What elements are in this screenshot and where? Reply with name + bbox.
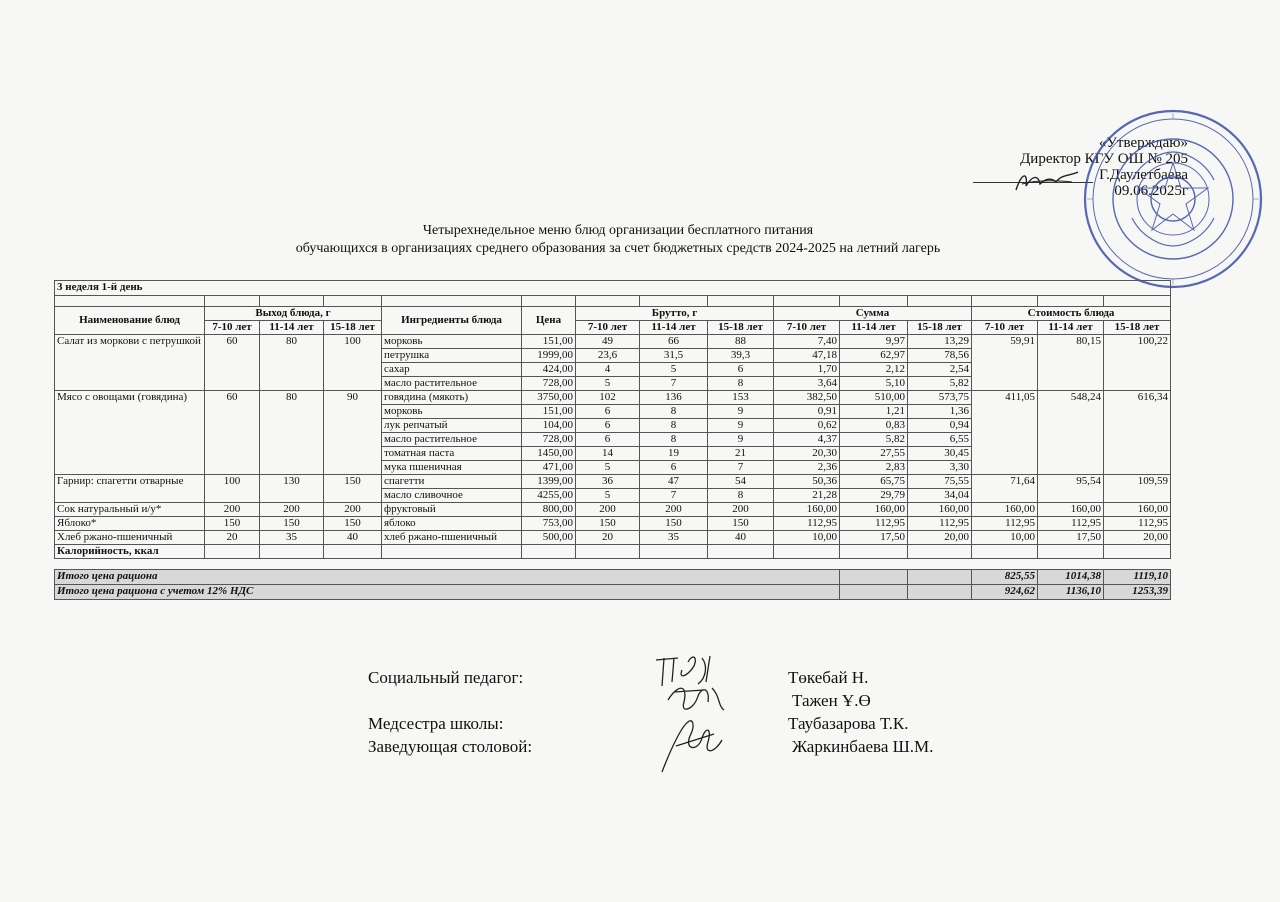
dish-output: 200 (260, 503, 324, 517)
dish-output: 100 (205, 475, 260, 503)
ingredient-brutto: 31,5 (640, 349, 708, 363)
ingredient-brutto: 54 (708, 475, 774, 489)
dish-name: Хлеб ржано-пшеничный (55, 531, 205, 545)
empty-cell (908, 545, 972, 559)
signature-role: Заведующая столовой: (368, 737, 533, 756)
ingredient-brutto: 8 (640, 433, 708, 447)
ingredient-brutto: 23,6 (576, 349, 640, 363)
ingredient-brutto: 5 (640, 363, 708, 377)
menu-table-body (55, 281, 1171, 600)
ingredient-sum: 2,12 (840, 363, 908, 377)
empty-cell (260, 545, 324, 559)
dish-name: Сок натуральный и/у* (55, 503, 205, 517)
empty-cell (908, 585, 972, 600)
empty-cell (382, 545, 522, 559)
ingredient-brutto: 153 (708, 391, 774, 405)
ingredient-sum: 2,54 (908, 363, 972, 377)
age-header: 7-10 лет (205, 321, 260, 335)
ingredient-brutto: 150 (708, 517, 774, 531)
empty-cell (708, 545, 774, 559)
header-dish-name: Наименование блюд (55, 307, 205, 335)
ingredient-price: 4255,00 (522, 489, 576, 503)
table-row (55, 335, 1171, 349)
ingredient-brutto: 21 (708, 447, 774, 461)
ingredient-name: фруктовый (382, 503, 522, 517)
signature-name: Жаркинбаева Ш.М. (792, 737, 934, 756)
dish-output: 60 (205, 335, 260, 391)
dish-output: 90 (324, 391, 382, 475)
ingredient-name: сахар (382, 363, 522, 377)
empty-cell (576, 545, 640, 559)
ingredient-brutto: 7 (640, 377, 708, 391)
age-header-row (55, 321, 1171, 335)
ingredient-price: 753,00 (522, 517, 576, 531)
ingredient-sum: 21,28 (774, 489, 840, 503)
dish-cost: 59,91 (972, 335, 1038, 391)
ingredient-name: говядина (мякоть) (382, 391, 522, 405)
dish-cost: 160,00 (972, 503, 1038, 517)
table-row (55, 391, 1171, 405)
total-value: 1253,39 (1104, 585, 1171, 600)
age-header: 11-14 лет (640, 321, 708, 335)
dish-output: 35 (260, 531, 324, 545)
ingredient-sum: 5,82 (840, 433, 908, 447)
dish-cost: 100,22 (1104, 335, 1171, 391)
ingredient-brutto: 8 (708, 377, 774, 391)
ingredient-name: лук репчатый (382, 419, 522, 433)
ingredient-name: яблоко (382, 517, 522, 531)
age-header: 7-10 лет (774, 321, 840, 335)
empty-cell (840, 545, 908, 559)
dish-cost: 71,64 (972, 475, 1038, 503)
empty-cell (840, 585, 908, 600)
ingredient-brutto: 7 (640, 489, 708, 503)
dish-output: 200 (324, 503, 382, 517)
ingredient-brutto: 200 (576, 503, 640, 517)
ingredient-sum: 2,36 (774, 461, 840, 475)
signature-scribble-icon (652, 716, 732, 776)
ingredient-brutto: 150 (576, 517, 640, 531)
ingredient-price: 1450,00 (522, 447, 576, 461)
ingredient-brutto: 5 (576, 461, 640, 475)
week-label: 3 неделя 1-й день (55, 281, 1171, 296)
ingredient-sum: 62,97 (840, 349, 908, 363)
dish-cost: 616,34 (1104, 391, 1171, 475)
ingredient-brutto: 6 (576, 405, 640, 419)
ingredient-brutto: 136 (640, 391, 708, 405)
ingredient-price: 728,00 (522, 377, 576, 391)
ingredient-name: морковь (382, 405, 522, 419)
age-header: 15-18 лет (1104, 321, 1171, 335)
total-row (55, 570, 1171, 585)
signature-scribble-icon (664, 680, 730, 716)
ingredient-brutto: 88 (708, 335, 774, 349)
dish-name: Салат из моркови с петрушкой (55, 335, 205, 391)
dish-output: 40 (324, 531, 382, 545)
signature-name: Тажен Ұ.Ө (792, 691, 871, 710)
empty-cell (840, 570, 908, 585)
ingredient-price: 1999,00 (522, 349, 576, 363)
dish-cost: 17,50 (1038, 531, 1104, 545)
ingredient-sum: 29,79 (840, 489, 908, 503)
ingredient-sum: 20,30 (774, 447, 840, 461)
ingredient-brutto: 47 (640, 475, 708, 489)
title-line-1: Четырехнедельное меню блюд организации бесплатного питания (422, 223, 814, 238)
signature-name: Төкебай Н. (788, 668, 869, 687)
empty-cell (972, 545, 1038, 559)
calories-row (55, 545, 1171, 559)
ingredient-name: масло растительное (382, 377, 522, 391)
ingredient-sum: 7,40 (774, 335, 840, 349)
ingredient-sum: 1,70 (774, 363, 840, 377)
ingredient-brutto: 66 (640, 335, 708, 349)
ingredient-brutto: 6 (576, 433, 640, 447)
signature-role: Социальный педагог: (368, 668, 524, 687)
ingredient-brutto: 40 (708, 531, 774, 545)
dish-output: 150 (324, 475, 382, 503)
dish-cost: 160,00 (1038, 503, 1104, 517)
ingredient-name: масло сливочное (382, 489, 522, 503)
header-output: Выход блюда, г (205, 307, 382, 321)
signature-name: Таубазарова Т.К. (788, 714, 909, 733)
ingredient-sum: 160,00 (840, 503, 908, 517)
empty-cell (205, 545, 260, 559)
approval-position: Директор КГУ ОШ № 205 (1020, 151, 1188, 167)
empty-cell (55, 559, 1171, 570)
menu-table (54, 280, 1171, 600)
total-value: 1014,38 (1038, 570, 1104, 585)
header-ingredients: Ингредиенты блюда (382, 307, 522, 335)
ingredient-sum: 0,91 (774, 405, 840, 419)
age-header: 11-14 лет (1038, 321, 1104, 335)
dish-name: Яблоко* (55, 517, 205, 531)
ingredient-price: 500,00 (522, 531, 576, 545)
age-header: 7-10 лет (576, 321, 640, 335)
dish-output: 100 (324, 335, 382, 391)
spacer-row (55, 559, 1171, 570)
ingredient-brutto: 9 (708, 433, 774, 447)
director-signature-icon (1012, 168, 1082, 196)
ingredient-sum: 0,62 (774, 419, 840, 433)
ingredient-sum: 75,55 (908, 475, 972, 489)
ingredient-price: 424,00 (522, 363, 576, 377)
ingredient-brutto: 9 (708, 419, 774, 433)
empty-cell (324, 545, 382, 559)
ingredient-sum: 5,82 (908, 377, 972, 391)
ingredient-brutto: 6 (576, 419, 640, 433)
ingredient-brutto: 150 (640, 517, 708, 531)
ingredient-sum: 30,45 (908, 447, 972, 461)
ingredient-sum: 0,94 (908, 419, 972, 433)
ingredient-brutto: 5 (576, 489, 640, 503)
ingredient-sum: 3,64 (774, 377, 840, 391)
ingredient-sum: 5,10 (840, 377, 908, 391)
ingredient-sum: 17,50 (840, 531, 908, 545)
ingredient-sum: 9,97 (840, 335, 908, 349)
ingredient-name: петрушка (382, 349, 522, 363)
dish-output: 20 (205, 531, 260, 545)
total-label: Итого цена рациона (55, 570, 840, 585)
ingredient-price: 800,00 (522, 503, 576, 517)
official-stamp-icon (1082, 108, 1264, 290)
ingredient-sum: 3,30 (908, 461, 972, 475)
ingredient-price: 104,00 (522, 419, 576, 433)
ingredient-sum: 112,95 (774, 517, 840, 531)
ingredient-brutto: 6 (640, 461, 708, 475)
approval-heading: «Утверждаю» (1098, 135, 1188, 151)
ingredient-brutto: 6 (708, 363, 774, 377)
total-label: Итого цена рациона с учетом 12% НДС (55, 585, 840, 600)
ingredient-sum: 47,18 (774, 349, 840, 363)
age-header: 15-18 лет (908, 321, 972, 335)
ingredient-brutto: 200 (708, 503, 774, 517)
table-row (55, 475, 1171, 489)
ingredient-sum: 20,00 (908, 531, 972, 545)
ingredient-price: 471,00 (522, 461, 576, 475)
ingredient-name: морковь (382, 335, 522, 349)
total-value: 1119,10 (1104, 570, 1171, 585)
dish-output: 150 (260, 517, 324, 531)
ingredient-brutto: 35 (640, 531, 708, 545)
dish-output: 150 (205, 517, 260, 531)
ingredient-brutto: 49 (576, 335, 640, 349)
table-row (55, 517, 1171, 531)
ingredient-sum: 510,00 (840, 391, 908, 405)
ingredient-sum: 13,29 (908, 335, 972, 349)
approval-director-name: Г.Даулетбаева (1099, 167, 1188, 183)
dish-output: 80 (260, 391, 324, 475)
empty-cell (908, 570, 972, 585)
dish-cost: 95,54 (1038, 475, 1104, 503)
total-row (55, 585, 1171, 600)
dish-name: Мясо с овощами (говядина) (55, 391, 205, 475)
header-brutto: Брутто, г (576, 307, 774, 321)
ingredient-sum: 1,21 (840, 405, 908, 419)
ingredient-brutto: 7 (708, 461, 774, 475)
dish-cost: 80,15 (1038, 335, 1104, 391)
ingredient-brutto: 9 (708, 405, 774, 419)
header-price: Цена (522, 307, 576, 335)
empty-cell (522, 545, 576, 559)
ingredient-price: 1399,00 (522, 475, 576, 489)
ingredient-brutto: 8 (708, 489, 774, 503)
ingredient-sum: 50,36 (774, 475, 840, 489)
dish-cost: 112,95 (972, 517, 1038, 531)
age-header: 11-14 лет (840, 321, 908, 335)
dish-cost: 548,24 (1038, 391, 1104, 475)
ingredient-price: 151,00 (522, 405, 576, 419)
ingredient-brutto: 39,3 (708, 349, 774, 363)
ingredient-brutto: 19 (640, 447, 708, 461)
ingredient-sum: 112,95 (840, 517, 908, 531)
dish-cost: 10,00 (972, 531, 1038, 545)
empty-cell (55, 296, 205, 307)
ingredient-sum: 1,36 (908, 405, 972, 419)
header-sum: Сумма (774, 307, 972, 321)
ingredient-brutto: 14 (576, 447, 640, 461)
ingredient-sum: 34,04 (908, 489, 972, 503)
table-row (55, 531, 1171, 545)
approval-date: 09.06.2025г (1114, 183, 1188, 199)
dish-output: 130 (260, 475, 324, 503)
dish-cost: 109,59 (1104, 475, 1171, 503)
ingredient-brutto: 5 (576, 377, 640, 391)
ingredient-name: хлеб ржано-пшеничный (382, 531, 522, 545)
empty-cell (774, 545, 840, 559)
dish-cost: 20,00 (1104, 531, 1171, 545)
ingredient-sum: 78,56 (908, 349, 972, 363)
ingredient-brutto: 200 (640, 503, 708, 517)
dish-output: 60 (205, 391, 260, 475)
document-title (0, 222, 1236, 258)
ingredient-sum: 2,83 (840, 461, 908, 475)
ingredient-name: масло растительное (382, 433, 522, 447)
ingredient-sum: 27,55 (840, 447, 908, 461)
dish-output: 80 (260, 335, 324, 391)
age-header: 15-18 лет (708, 321, 774, 335)
ingredient-sum: 0,83 (840, 419, 908, 433)
age-header: 7-10 лет (972, 321, 1038, 335)
ingredient-brutto: 20 (576, 531, 640, 545)
total-value: 924,62 (972, 585, 1038, 600)
age-header: 15-18 лет (324, 321, 382, 335)
signature-role: Медсестра школы: (368, 714, 504, 733)
dish-cost: 160,00 (1104, 503, 1171, 517)
ingredient-brutto: 4 (576, 363, 640, 377)
dish-cost: 112,95 (1104, 517, 1171, 531)
ingredient-price: 728,00 (522, 433, 576, 447)
ingredient-brutto: 8 (640, 405, 708, 419)
calories-label: Калорийность, ккал (55, 545, 205, 559)
dish-cost: 411,05 (972, 391, 1038, 475)
ingredient-sum: 160,00 (774, 503, 840, 517)
age-header: 11-14 лет (260, 321, 324, 335)
title-line-2: обучающихся в организациях среднего образования за счет бюджетных средств 2024-2025 на летний лагерь (295, 241, 941, 256)
header-cost: Стоимость блюда (972, 307, 1171, 321)
ingredient-sum: 6,55 (908, 433, 972, 447)
ingredient-sum: 160,00 (908, 503, 972, 517)
empty-cell (1038, 545, 1104, 559)
ingredient-sum: 4,37 (774, 433, 840, 447)
total-value: 1136,10 (1038, 585, 1104, 600)
ingredient-name: мука пшеничная (382, 461, 522, 475)
ingredient-brutto: 8 (640, 419, 708, 433)
ingredient-sum: 573,75 (908, 391, 972, 405)
table-row (55, 503, 1171, 517)
ingredient-sum: 112,95 (908, 517, 972, 531)
dish-cost: 112,95 (1038, 517, 1104, 531)
ingredient-sum: 10,00 (774, 531, 840, 545)
dish-output: 200 (205, 503, 260, 517)
dish-output: 150 (324, 517, 382, 531)
ingredient-price: 151,00 (522, 335, 576, 349)
ingredient-sum: 382,50 (774, 391, 840, 405)
empty-cell (640, 545, 708, 559)
ingredient-brutto: 102 (576, 391, 640, 405)
ingredient-name: томатная паста (382, 447, 522, 461)
ingredient-price: 3750,00 (522, 391, 576, 405)
empty-cell (1104, 545, 1171, 559)
ingredient-sum: 65,75 (840, 475, 908, 489)
total-value: 825,55 (972, 570, 1038, 585)
ingredient-brutto: 36 (576, 475, 640, 489)
ingredient-name: спагетти (382, 475, 522, 489)
dish-name: Гарнир: спагетти отварные (55, 475, 205, 503)
